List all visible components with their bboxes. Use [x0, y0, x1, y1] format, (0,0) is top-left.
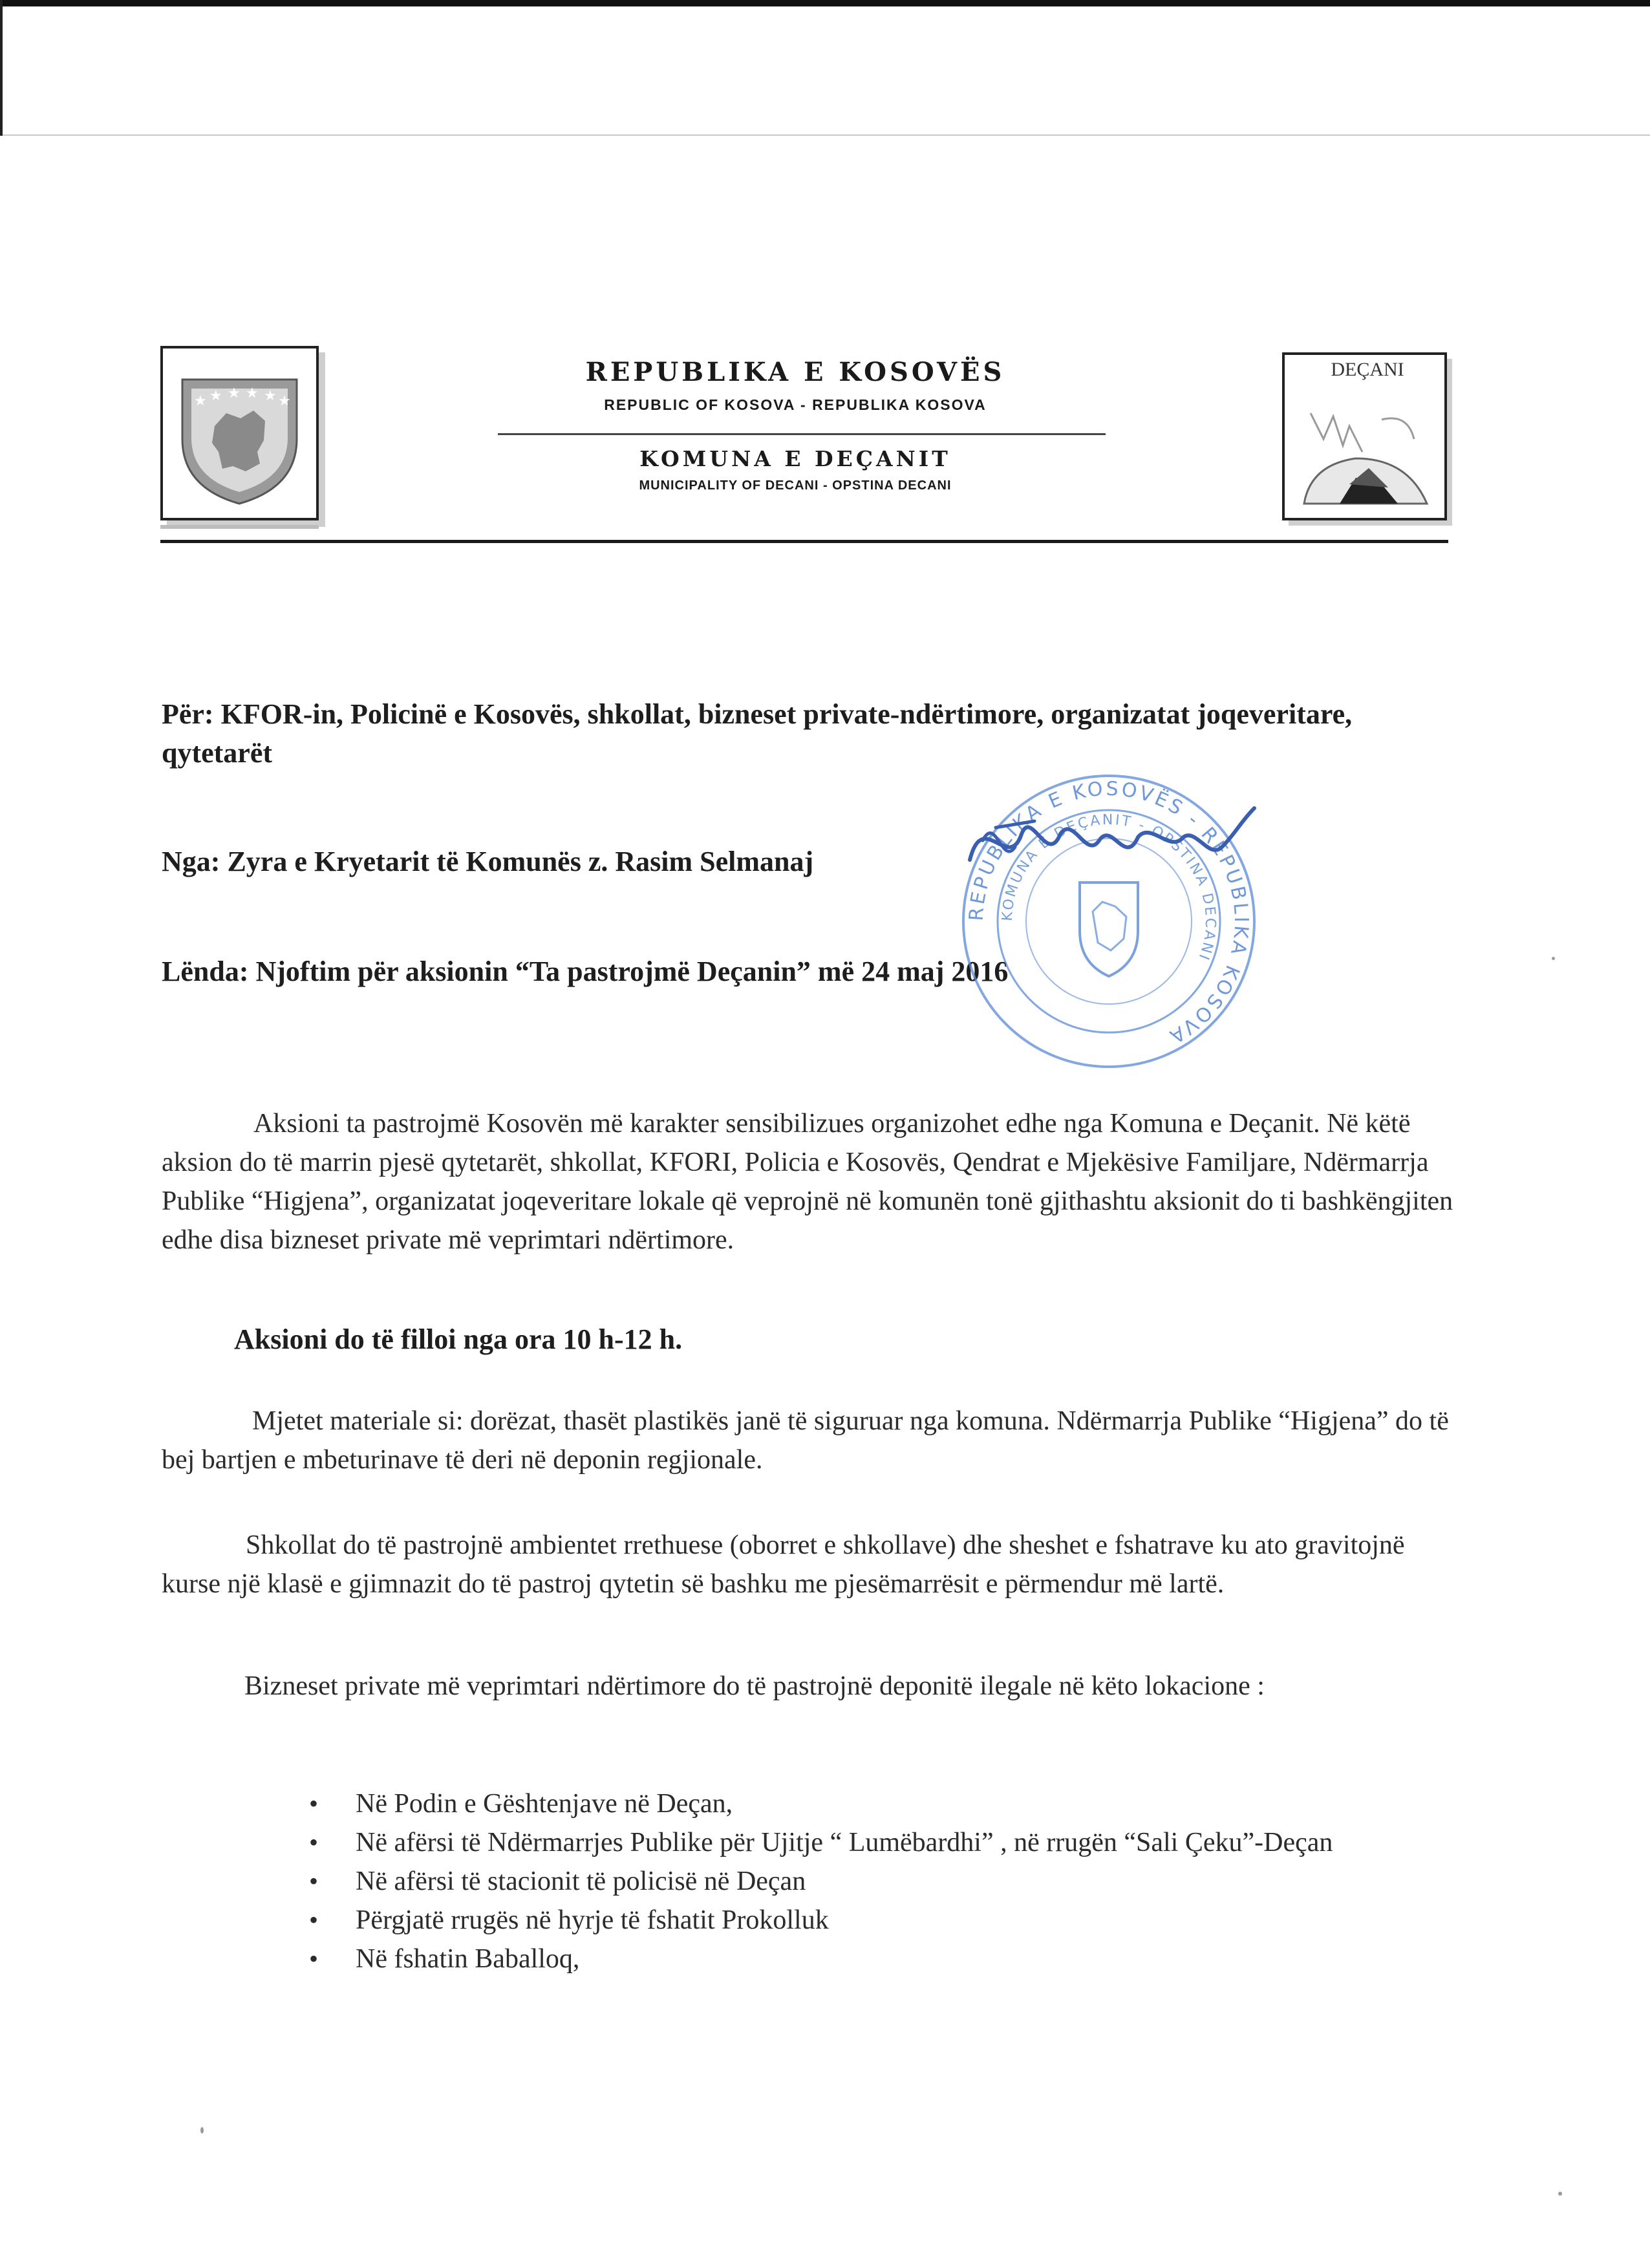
- stamp-map-icon: [1093, 902, 1126, 950]
- stamp-outer-text: REPUBLIKA E KOSOVËS - REPUBLIKA KOSOVA: [965, 777, 1253, 1049]
- recipients-text: KFOR-in, Policinë e Kosovës, shkollat, bizneset private-ndërtimore, organizatat joqeveritare, qytetarët: [162, 698, 1353, 769]
- svg-text:★: ★: [278, 393, 291, 409]
- svg-text:★: ★: [246, 385, 259, 401]
- list-item: • Përgjatë rrugës në hyrje të fshatit Prokolluk: [304, 1901, 1403, 1940]
- scan-speck: [1552, 957, 1555, 960]
- decani-logo-label: DEÇANI: [1331, 359, 1404, 380]
- list-item: • Në afërsi të Ndërmarrjes Publike për Ujitje “ Lumëbardhi” , në rrugën “Sali Çeku”-Deçan: [304, 1823, 1403, 1862]
- scan-speck: [200, 2127, 204, 2134]
- emblem-shadow: [319, 352, 325, 527]
- header-divider: [498, 433, 1106, 435]
- paragraph-time: Aksioni do të filloi nga ora 10 h-12 h.: [234, 1323, 683, 1355]
- stamp-shield-icon: [1080, 883, 1138, 976]
- paragraph-intro: Aksioni ta pastrojmë Kosovën më karakter sensibilizues organizohet edhe nga Komuna e Deçanit. Në këtë aksion do të marrin pjesë qytetarët, shkollat, KFORI, Policia e Kosovës, Qendrat e Mjekësive Familjare, Ndërmarrja Publike “Higjena”, organizatat joqeveritare lokale që veprojnë në komunën tonë gjithashtu aksionit do ti bashkëngjiten edhe disa bizneset private më veprimtari ndërtimore.: [162, 1109, 1453, 1255]
- official-stamp: [957, 769, 1261, 1073]
- list-item: • Në fshatin Baballoq,: [304, 1940, 1403, 1978]
- sender: [162, 842, 813, 881]
- paragraph-businesses: Bizneset private më veprimtari ndërtimore do të pastrojnë deponitë ilegale në këto lokacione :: [244, 1671, 1265, 1701]
- stamp-center-ring: [1026, 839, 1192, 1004]
- svg-text:★: ★: [194, 393, 207, 409]
- svg-text:★: ★: [228, 385, 241, 401]
- kosovo-emblem: [160, 346, 319, 520]
- list-item: • Në afërsi të stacionit të policisë në Deçan: [304, 1862, 1403, 1901]
- decani-shadow-bottom: [1289, 520, 1452, 526]
- subject-label: Lënda:: [162, 956, 249, 987]
- list-item: • Në Podin e Gështenjave në Deçan,: [304, 1784, 1403, 1823]
- subject: [162, 952, 1008, 991]
- scan-speck: [1558, 2192, 1562, 2196]
- stamp-inner-ring: [998, 810, 1220, 1032]
- sender-text: Zyra e Kryetarit të Komunës z. Rasim Selmanaj: [227, 846, 814, 877]
- decani-shadow: [1447, 359, 1452, 526]
- kosovo-coat-of-arms-icon: [163, 348, 316, 518]
- locations-list: [304, 1784, 1403, 1978]
- stamp-inner-text: KOMUNA E DEÇANIT - OPSTINA DECANI: [999, 811, 1219, 964]
- scan-edge: [0, 0, 1650, 136]
- sender-label: Nga:: [162, 846, 220, 877]
- svg-text:★: ★: [264, 388, 277, 404]
- header-municipality-sub: MUNICIPALITY OF DECANI - OPSTINA DECANI: [639, 478, 952, 493]
- header-title: REPUBLIKA E KOSOVËS: [585, 357, 1005, 387]
- paragraph-schools: Shkollat do të pastrojnë ambientet rrethuese (oborret e shkollave) dhe sheshet e fshatrave ku ato gravitojnë kurse një klasë e gjimnazit do të pastroj qytetin së bashku me pjesëmarrësit e përmendur më lartë.: [162, 1530, 1405, 1599]
- subject-text: Njoftim për aksionin “Ta pastrojmë Deçanin” më 24 maj 2016: [255, 956, 1009, 987]
- recipients: [162, 695, 1416, 773]
- header-municipality: KOMUNA E DEÇANIT: [639, 446, 951, 471]
- header-subtitle: REPUBLIC OF KOSOVA - REPUBLIKA KOSOVA: [604, 396, 987, 413]
- scan-edge-top: [0, 0, 1650, 6]
- header-shadow-band: [160, 525, 319, 529]
- svg-text:★: ★: [209, 388, 222, 404]
- header-rule: [160, 540, 1448, 543]
- recipients-label: Për:: [162, 698, 214, 730]
- scan-edge-left: [0, 0, 3, 136]
- paragraph-materials: Mjetet materiale si: dorëzat, thasët plastikës janë të siguruar nga komuna. Ndërmarrja Publike “Higjena” do të bej bartjen e mbeturinave të deri në deponin regjionale.: [162, 1406, 1449, 1475]
